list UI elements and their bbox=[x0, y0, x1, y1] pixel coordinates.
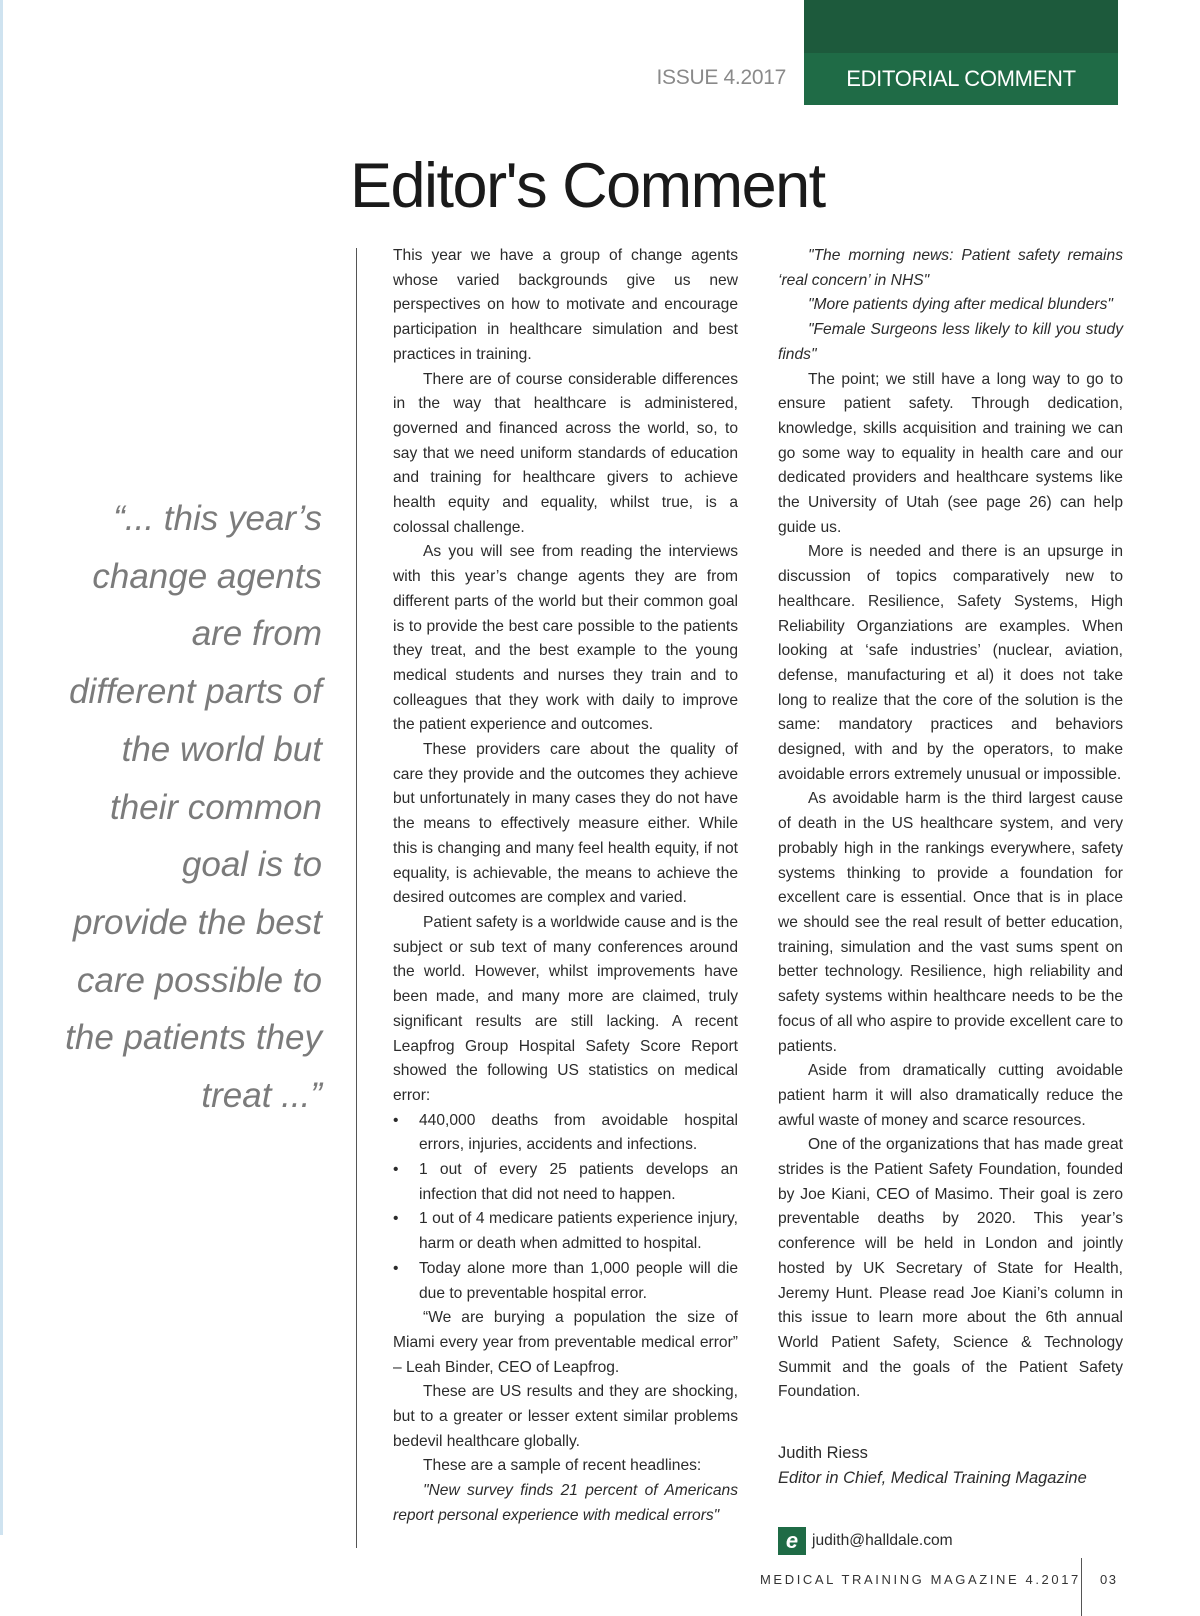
issue-label: ISSUE 4.2017 bbox=[656, 66, 786, 89]
page-edge-rule bbox=[0, 0, 3, 1535]
paragraph: The point; we still have a long way to go to ensure patient safety. Through dedication, knowledge, skills acquisition and training we can go some way to equality in health care and our dedicated providers and healthcare systems like the University of Utah (see page 26) can help guide us. bbox=[778, 370, 1123, 536]
section-tab-band bbox=[804, 0, 1118, 53]
list-item-text: 440,000 deaths from avoidable hospital errors, injuries, accidents and infections. bbox=[419, 1111, 738, 1154]
headline-quote: "More patients dying after medical blunders" bbox=[808, 296, 1113, 314]
paragraph: This year we have a group of change agents whose varied backgrounds give us new perspectives on how to motivate and encourage participation in healthcare simulation and best practices in training. bbox=[393, 247, 738, 363]
pull-quote: “... this year’s change agents are from different parts of the world but their common goal is to provide the best care possible to the patients they treat ...” bbox=[65, 499, 322, 1116]
bullet-icon: • bbox=[393, 1111, 399, 1129]
headline-quote: "Female Surgeons less likely to kill you study finds" bbox=[778, 321, 1123, 363]
paragraph: Patient safety is a worldwide cause and is the subject or sub text of many conferences around the world. However, whilst improvements have been made, and many more are claimed, truly significant results are still lacking. A recent Leapfrog Group Hospital Safety Score Report showed the following US statistics on medical error: bbox=[393, 913, 738, 1104]
email-address[interactable]: judith@halldale.com bbox=[812, 1531, 953, 1549]
list-item-text: Today alone more than 1,000 people will die due to preventable hospital error. bbox=[419, 1259, 738, 1302]
list-item bbox=[393, 1207, 738, 1256]
list-item bbox=[393, 1109, 738, 1158]
paragraph: These are US results and they are shocking, but to a greater or lesser extent similar problems bedevil healthcare globally. bbox=[393, 1383, 738, 1450]
article-column-right bbox=[778, 244, 1123, 1555]
paragraph: These providers care about the quality of care they provide and the outcomes they achieve but unfortunately in many cases they do not have the means to effectively measure either. While this is changing and many feel health equity, if not equality, is achievable, the means to achieve the desired outcomes are complex and varied. bbox=[393, 741, 738, 907]
list-item bbox=[393, 1158, 738, 1207]
paragraph: There are of course considerable differences in the way that healthcare is administered, governed and financed across the world, so, to say that we need uniform standards of education and training for healthcare givers to achieve health equity and equality, whilst true, is a colossal challenge. bbox=[393, 370, 738, 536]
column-divider bbox=[356, 248, 357, 1548]
author-email[interactable] bbox=[778, 1527, 1123, 1555]
list-item bbox=[393, 1257, 738, 1306]
paragraph: These are a sample of recent headlines: bbox=[423, 1457, 702, 1475]
footer-divider bbox=[1081, 1558, 1082, 1616]
signature-block bbox=[778, 1441, 1123, 1491]
author-role: Editor in Chief, Medical Training Magazine bbox=[778, 1469, 1087, 1488]
bullet-icon: • bbox=[393, 1161, 399, 1179]
list-item-text: 1 out of 4 medicare patients experience injury, harm or death when admitted to hospital. bbox=[419, 1210, 738, 1253]
paragraph: As avoidable harm is the third largest cause of death in the US healthcare system, and very probably high in the rankings everywhere, safety systems thinking to provide a foundation for excellent care is essential. Once that is in place we should see the real result of better education, training, simulation and the vast sums spent on better technology. Resilience, high reliability and safety systems within healthcare needs to be the focus of all who aspire to provide excellent care to patients. bbox=[778, 790, 1123, 1055]
bullet-icon: • bbox=[393, 1259, 399, 1277]
paragraph: As you will see from reading the interviews with this year’s change agents they are from different parts of the world but their common goal is to provide the best care possible to the patients they treat, and the best example to the young medical students and nurses they train and to colleagues that they work with daily to improve the patient experience and outcomes. bbox=[393, 543, 738, 734]
author-name: Judith Riess bbox=[778, 1444, 868, 1463]
paragraph: More is needed and there is an upsurge in discussion of topics comparatively new to healthcare. Resilience, Safety Systems, High Reliability Organziations are examples. When looking at ‘safe industries’ (nuclear, aviation, defense, manufacturing et al) it does not take long to realize that the core of the solution is the same: mandatory practices and behaviors designed, with and by the operators, to make avoidable errors extremely unusual or impossible. bbox=[778, 543, 1123, 783]
page-title: Editor's Comment bbox=[350, 151, 825, 221]
quote-paragraph: “We are burying a population the size of Miami every year from preventable medical error” – Leah Binder, CEO of Leapfrog. bbox=[393, 1309, 738, 1376]
article-column-left bbox=[393, 244, 738, 1529]
paragraph: One of the organizations that has made great strides is the Patient Safety Foundation, founded by Joe Kiani, CEO of Masimo. Their goal is zero preventable deaths by 2020. This year’s conference will be held in London and jointly hosted by UK Secretary of State for Health, Jeremy Hunt. Please read Joe Kiani’s column in this issue to learn more about the 6th annual World Patient Safety, Science & Technology Summit and the goals of the Patient Safety Foundation. bbox=[778, 1136, 1123, 1401]
bullet-icon: • bbox=[393, 1210, 399, 1228]
headline-quote: "The morning news: Patient safety remains ‘real concern’ in NHS" bbox=[778, 247, 1123, 289]
footer-publication: MEDICAL TRAINING MAGAZINE 4.2017 bbox=[760, 1572, 1081, 1587]
headline-quote: "New survey finds 21 percent of Americans report personal experience with medical errors" bbox=[393, 1482, 738, 1524]
email-icon: e bbox=[778, 1527, 806, 1555]
statistics-list bbox=[393, 1109, 738, 1307]
section-tab bbox=[804, 0, 1118, 105]
list-item-text: 1 out of every 25 patients develops an infection that did not need to happen. bbox=[419, 1161, 738, 1203]
page-number: 03 bbox=[1100, 1572, 1118, 1587]
paragraph: Aside from dramatically cutting avoidable patient harm it will also dramatically reduce the awful waste of money and scarce resources. bbox=[778, 1062, 1123, 1129]
section-label: EDITORIAL COMMENT bbox=[846, 66, 1076, 91]
